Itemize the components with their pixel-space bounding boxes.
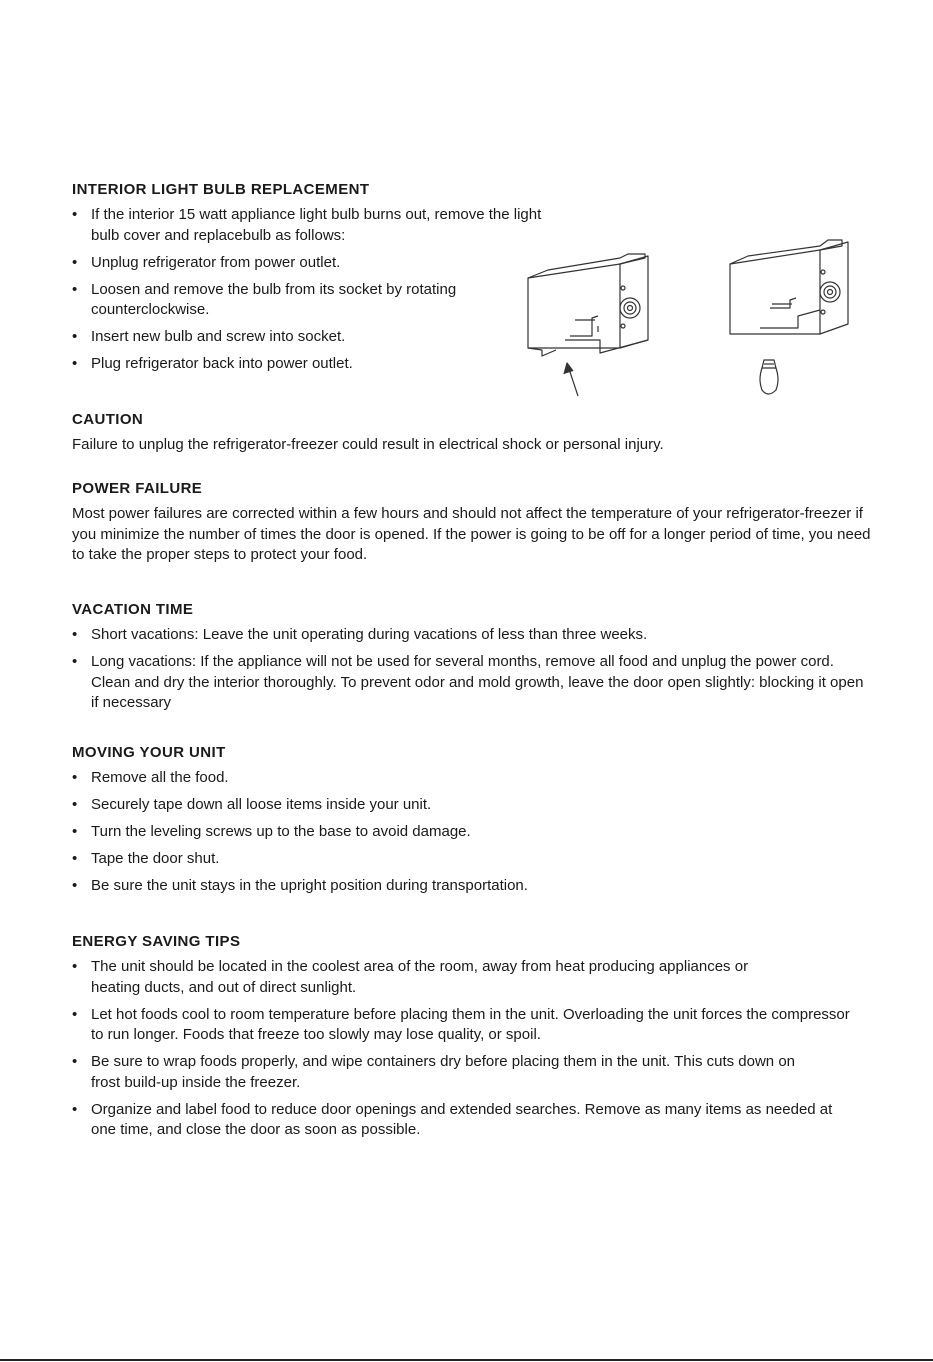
list-item: • Turn the leveling screws up to the base to avoid damage. [72, 822, 872, 843]
bulb-steps-list [72, 205, 542, 375]
section-vacation-time [72, 601, 872, 720]
list-item: • Remove all the food. [72, 768, 872, 789]
light-housing-with-cover [528, 254, 648, 356]
energy-list [72, 957, 862, 1141]
heading-power-failure: POWER FAILURE [72, 480, 203, 497]
list-item: • Plug refrigerator back into power outlet. [72, 354, 542, 375]
section-energy-saving-tips [72, 933, 862, 1147]
list-item: • Organize and label food to reduce door openings and extended searches. Remove as many items as needed at one time, and close the door as soon as possible. [72, 1100, 851, 1141]
caution-text: Failure to unplug the refrigerator-freezer could result in electrical shock or personal injury. [72, 436, 664, 453]
heading-bulb-replacement: INTERIOR LIGHT BULB REPLACEMENT [72, 181, 370, 198]
section-caution [72, 411, 872, 456]
list-item: • Tape the door shut. [72, 849, 872, 870]
list-item: • Let hot foods cool to room temperature before placing them in the unit. Overloading the unit forces the compressor to run longer. Foods that freeze too slowly may lose quality, or spoil. [72, 1005, 862, 1046]
heading-vacation-time: VACATION TIME [72, 601, 194, 618]
list-item: • Insert new bulb and screw into socket. [72, 327, 542, 348]
light-bulb-icon [760, 360, 778, 394]
heading-caution: CAUTION [72, 411, 144, 428]
arrow-icon [564, 363, 578, 396]
bulb-replacement-illustration [520, 228, 860, 403]
vacation-list [72, 625, 872, 714]
list-item: • Be sure the unit stays in the upright position during transportation. [72, 876, 872, 897]
light-housing-cover-removed [730, 240, 848, 334]
list-item: • The unit should be located in the coolest area of the room, away from heat producing appliances or heating ducts, and out of direct sunlight. [72, 957, 781, 998]
list-item: • Securely tape down all loose items inside your unit. [72, 795, 872, 816]
section-moving-unit [72, 744, 872, 903]
bottom-divider [0, 1359, 933, 1361]
heading-moving-unit: MOVING YOUR UNIT [72, 744, 226, 761]
section-bulb-replacement [72, 181, 542, 381]
list-item: • Unplug refrigerator from power outlet. [72, 253, 542, 274]
list-item: • Loosen and remove the bulb from its socket by rotating counterclockwise. [72, 280, 461, 321]
section-power-failure [72, 480, 872, 566]
list-item: • Long vacations: If the appliance will not be used for several months, remove all food and unplug the power cord. Clean and dry the interior thoroughly. To prevent odor and mold growth, leave the door open slightly: blocking it open if necessary [72, 652, 872, 714]
moving-list [72, 768, 872, 897]
list-item: • Short vacations: Leave the unit operating during vacations of less than three weeks. [72, 625, 872, 646]
power-failure-text: Most power failures are corrected within a few hours and should not affect the temperature of your refrigerator-freezer if you minimize the number of times the door is opened. If the power is going to be off for a longer period of time, you need to take the proper steps to protect your food. [72, 505, 871, 563]
list-item: • Be sure to wrap foods properly, and wipe containers dry before placing them in the unit. This cuts down on frost build-up inside the freezer. [72, 1052, 811, 1093]
heading-energy-saving-tips: ENERGY SAVING TIPS [72, 933, 241, 950]
list-item: • If the interior 15 watt appliance light bulb burns out, remove the light bulb cover and replacebulb as follows: [72, 205, 542, 246]
